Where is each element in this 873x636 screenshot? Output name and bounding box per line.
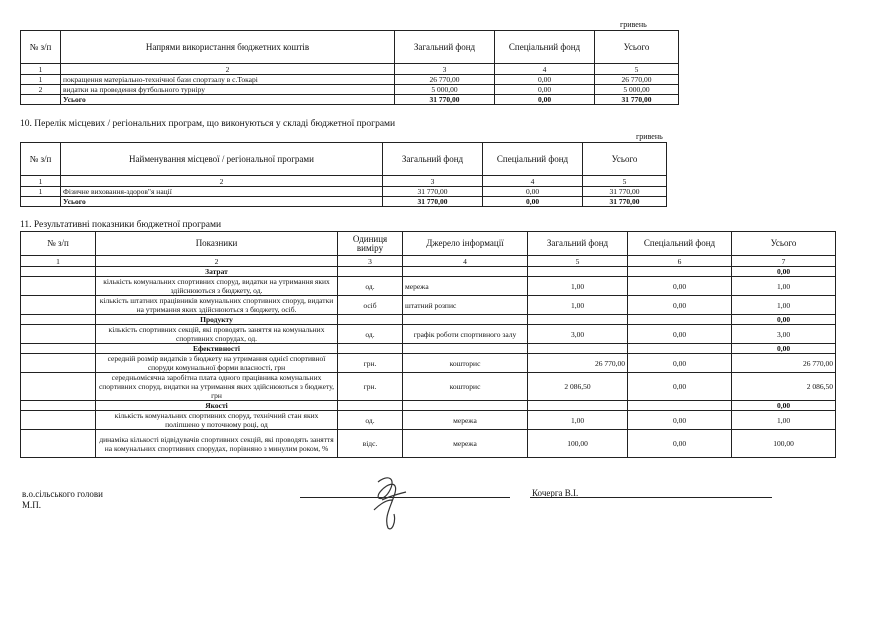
header-cell: Усього — [732, 232, 836, 256]
cell: 31 770,00 — [383, 187, 483, 197]
cell: 0,00 — [628, 325, 732, 344]
column-number: 4 — [483, 176, 583, 187]
cell: 2 086,50 — [528, 373, 628, 401]
cell: 26 770,00 — [732, 354, 836, 373]
cell: графік роботи спортивного залу — [403, 325, 528, 344]
handwritten-signature — [360, 470, 420, 535]
total-row — [21, 197, 667, 207]
cell: 5 000,00 — [395, 85, 495, 95]
column-number: 5 — [528, 256, 628, 267]
cell: 0,00 — [628, 373, 732, 401]
cell: 0,00 — [628, 411, 732, 430]
table-row — [21, 354, 836, 373]
group-row — [21, 315, 836, 325]
cell: 100,00 — [528, 430, 628, 458]
section-10-title: 10. Перелік місцевих / регіональних програм, що виконуються у складі бюджетної програми — [20, 119, 396, 129]
group-row — [21, 267, 836, 277]
cell: од. — [338, 277, 403, 296]
column-number: 5 — [583, 176, 667, 187]
cell: 1,00 — [732, 296, 836, 315]
header-cell: Показники — [96, 232, 338, 256]
programs-table — [20, 142, 667, 207]
column-number: 4 — [495, 64, 595, 75]
indicator-name: середній розмір видатків з бюджету на утримання однієї спортивної споруди комунальної форми власності, грн — [96, 354, 338, 373]
cell: осіб — [338, 296, 403, 315]
header-cell: Спеціальний фонд — [628, 232, 732, 256]
header-cell: Джерело інформації — [403, 232, 528, 256]
section-11-title: 11. Результативні показники бюджетної програми — [20, 220, 222, 230]
cell: 26 770,00 — [595, 75, 679, 85]
cell: 0,00 — [483, 197, 583, 207]
column-number: 3 — [383, 176, 483, 187]
cell: 31 770,00 — [595, 95, 679, 105]
cell: штатний розпис — [403, 296, 528, 315]
indicator-name: кількість комунальних спортивних споруд, видатки на утримання яких здійснюються з бюджету, од. — [96, 277, 338, 296]
cell: 100,00 — [732, 430, 836, 458]
indicators-table — [20, 231, 836, 458]
column-number: 5 — [595, 64, 679, 75]
total-label: Усього — [61, 197, 383, 207]
cell: Фізичне виховання-здоров"я нації — [61, 187, 383, 197]
indicator-name: кількість спортивних секцій, які проводять заняття на комунальних спортивних спорудах, од. — [96, 325, 338, 344]
table-row — [21, 373, 836, 401]
header-cell: № з/п — [21, 31, 61, 64]
group-row — [21, 344, 836, 354]
header-cell: Найменування місцевої / регіональної програми — [61, 143, 383, 176]
cell: мережа — [403, 411, 528, 430]
column-number: 7 — [732, 256, 836, 267]
cell: 5 000,00 — [595, 85, 679, 95]
cell: грн. — [338, 354, 403, 373]
column-number: 1 — [21, 256, 96, 267]
cell: 31 770,00 — [583, 187, 667, 197]
header-cell: № з/п — [21, 232, 96, 256]
group-label: Ефективності — [96, 344, 338, 354]
total-row — [21, 95, 679, 105]
header-cell: Усього — [583, 143, 667, 176]
cell: 0,00 — [732, 344, 836, 354]
header-cell: Одиниця виміру — [338, 232, 403, 256]
cell: 0,00 — [495, 85, 595, 95]
column-number: 2 — [61, 64, 395, 75]
cell: 1,00 — [732, 277, 836, 296]
indicator-name: динаміка кількості відвідувачів спортивних секцій, які проводять заняття на комунальних спортивних спорудах, порівняно з минулим роком, % — [96, 430, 338, 458]
cell: покращення матеріально-технічної бази спортзалу в с.Токарі — [61, 75, 395, 85]
unit-label: гривень — [620, 20, 647, 29]
cell: 26 770,00 — [395, 75, 495, 85]
cell: кошторис — [403, 373, 528, 401]
cell: 0,00 — [628, 296, 732, 315]
table-row — [21, 75, 679, 85]
table-row — [21, 411, 836, 430]
cell: 31 770,00 — [583, 197, 667, 207]
group-row — [21, 401, 836, 411]
table-row — [21, 277, 836, 296]
cell: грн. — [338, 373, 403, 401]
column-number: 3 — [338, 256, 403, 267]
column-number: 1 — [21, 176, 61, 187]
header-cell: Усього — [595, 31, 679, 64]
table-row — [21, 325, 836, 344]
cell: 1 — [21, 187, 61, 197]
cell: 2 — [21, 85, 61, 95]
header-cell: Напрями використання бюджетних коштів — [61, 31, 395, 64]
cell: видатки на проведення футбольного турніру — [61, 85, 395, 95]
cell: 1,00 — [528, 411, 628, 430]
cell: 0,00 — [495, 75, 595, 85]
cell: мережа — [403, 277, 528, 296]
cell: 1,00 — [732, 411, 836, 430]
indicator-name: кількість штатних працівників комунальних спортивних споруд, видатки на утримання яких здійснюються з бюджету, осіб. — [96, 296, 338, 315]
header-cell: Спеціальний фонд — [483, 143, 583, 176]
column-number: 3 — [395, 64, 495, 75]
cell: 0,00 — [732, 315, 836, 325]
total-label: Усього — [61, 95, 395, 105]
cell: 3,00 — [528, 325, 628, 344]
cell: 31 770,00 — [395, 95, 495, 105]
indicator-name: кількість комунальних спортивних споруд, технічний стан яких поліпшено у поточному році, од — [96, 411, 338, 430]
header-cell: Загальний фонд — [383, 143, 483, 176]
table-row — [21, 430, 836, 458]
cell: 1,00 — [528, 296, 628, 315]
cell: 1,00 — [528, 277, 628, 296]
header-cell: Загальний фонд — [528, 232, 628, 256]
column-number: 2 — [61, 176, 383, 187]
cell: кошторис — [403, 354, 528, 373]
table-row — [21, 85, 679, 95]
table-row — [21, 296, 836, 315]
cell: 1 — [21, 75, 61, 85]
cell: 0,00 — [732, 401, 836, 411]
cell: 0,00 — [483, 187, 583, 197]
directions-table — [20, 30, 679, 105]
signer-position: в.о.сільського голови — [22, 489, 103, 499]
cell: 0,00 — [495, 95, 595, 105]
cell: од. — [338, 325, 403, 344]
column-number: 2 — [96, 256, 338, 267]
cell: од. — [338, 411, 403, 430]
cell: 0,00 — [628, 277, 732, 296]
column-number: 1 — [21, 64, 61, 75]
cell: 31 770,00 — [383, 197, 483, 207]
cell: 3,00 — [732, 325, 836, 344]
cell: відс. — [338, 430, 403, 458]
header-cell: Спеціальний фонд — [495, 31, 595, 64]
name-line — [530, 497, 772, 498]
header-cell: № з/п — [21, 143, 61, 176]
group-label: Якості — [96, 401, 338, 411]
header-cell: Загальний фонд — [395, 31, 495, 64]
stamp-label: М.П. — [22, 500, 42, 510]
table-row — [21, 187, 667, 197]
indicator-name: середньомісячна заробітна плата одного працівника комунальних спортивних споруд, видатки на утримання яких здійснюються з бюджету, грн — [96, 373, 338, 401]
column-number: 6 — [628, 256, 732, 267]
group-label: Затрат — [96, 267, 338, 277]
signer-name: Кочерга В.І. — [532, 488, 579, 498]
cell: 0,00 — [628, 430, 732, 458]
cell: 26 770,00 — [528, 354, 628, 373]
group-label: Продукту — [96, 315, 338, 325]
unit-label: гривень — [636, 132, 663, 141]
column-number: 4 — [403, 256, 528, 267]
cell: мережа — [403, 430, 528, 458]
cell: 0,00 — [628, 354, 732, 373]
cell: 2 086,50 — [732, 373, 836, 401]
cell: 0,00 — [732, 267, 836, 277]
